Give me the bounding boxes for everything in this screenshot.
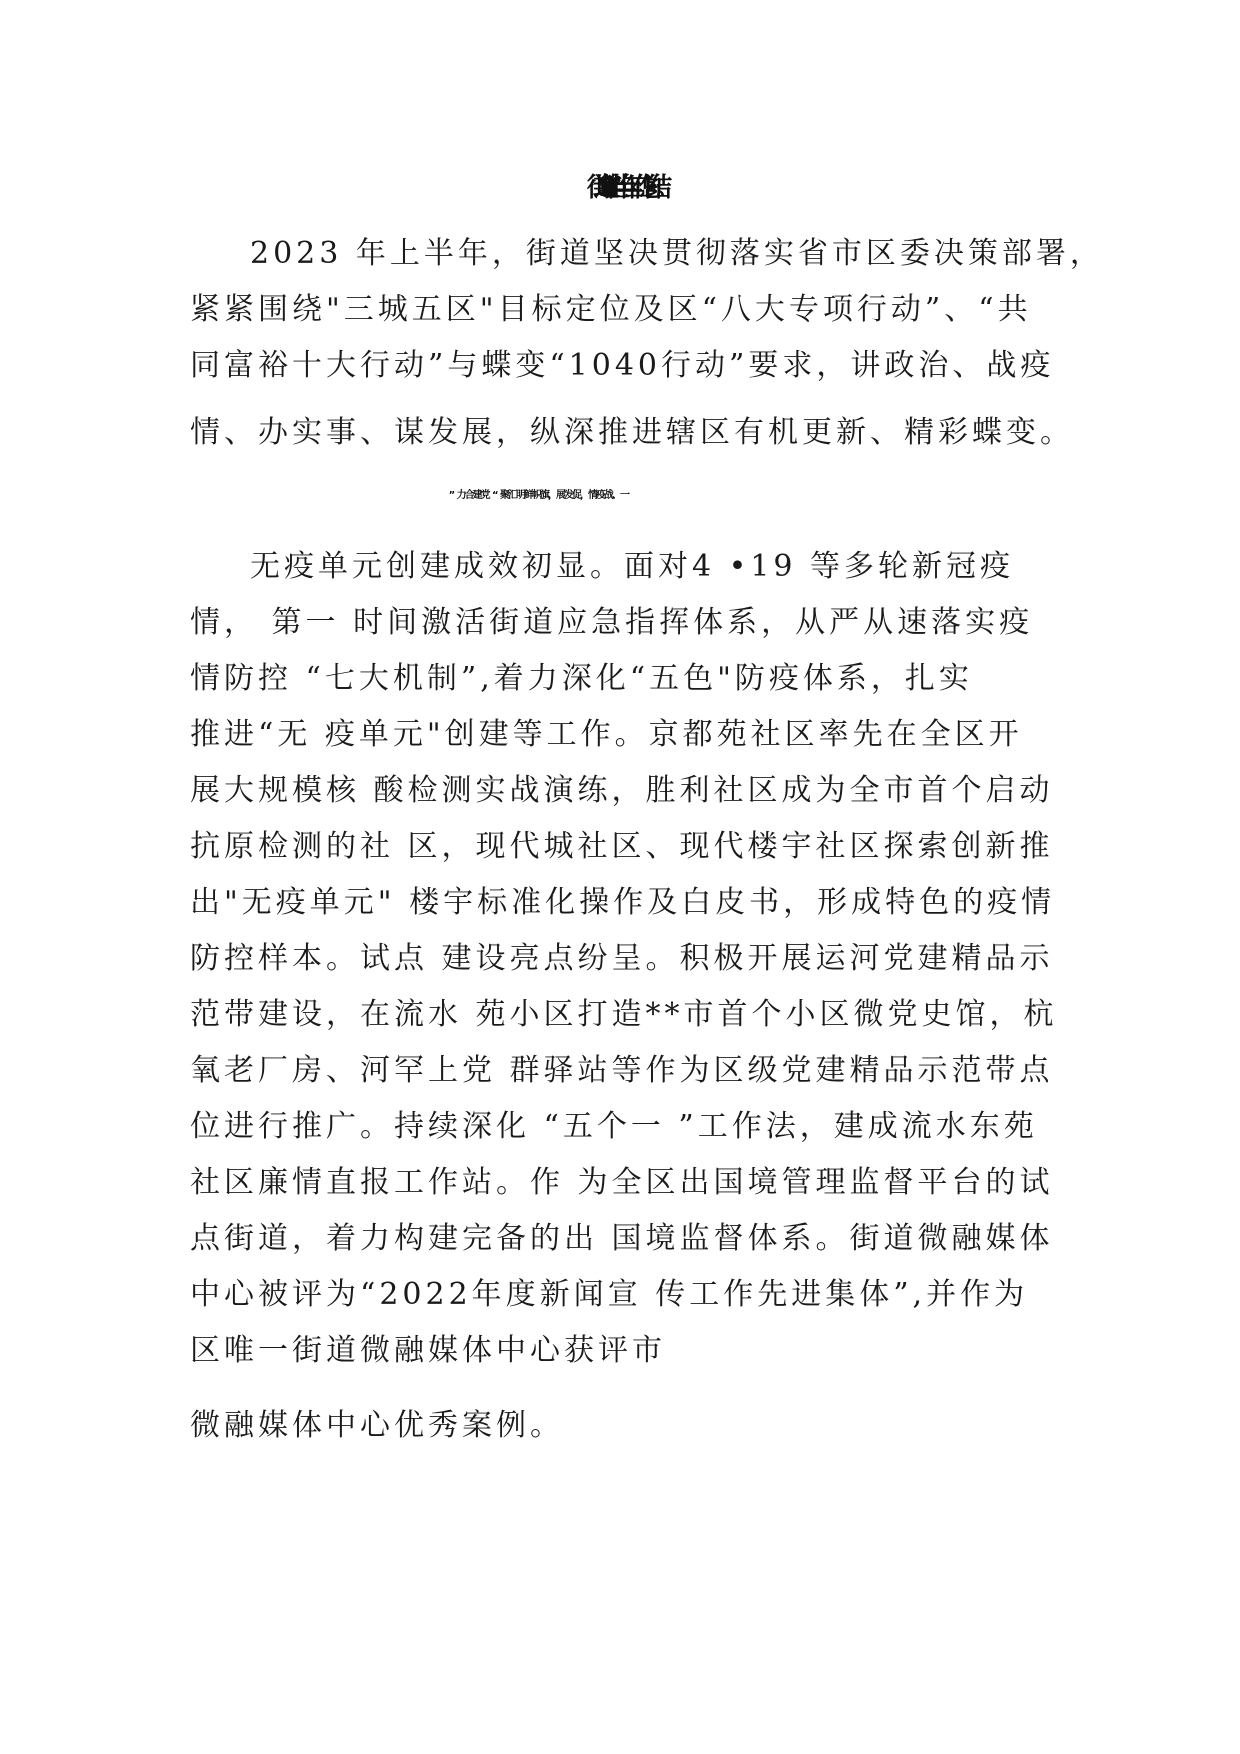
body-line: 防控样本。试点 建设亮点纷呈。积极开展运河党建精品示 [190,941,1054,976]
body-line: 推进“无 疫单元"创建等工作。京都苑社区率先在全区开 [190,717,1023,752]
body-line: 中心被评为“2022年度新闻宣 传工作先进集体”,并作为 [190,1277,1029,1312]
body-line: 抗原检测的社 区，现代城社区、现代楼宇社区探索创新推 [190,829,1054,864]
body-line: 情， 第一 时间激活街道应急指挥体系，从严从速落实疫 [190,605,1034,640]
body-line: 区唯一街道微融媒体中心获评市 [190,1333,666,1368]
body-line: 情防控 “七大机制”,着力深化“五色"防疫体系，扎实 [190,661,973,696]
body-line: 范带建设，在流水 苑小区打造**市首个小区微党史馆，杭 [190,997,1058,1032]
body-line: 点街道，着力构建完备的出 国境监督体系。街道微融媒体 [190,1221,1054,1256]
body-line-trailing: 微融媒体中心优秀案例。 [190,1408,564,1443]
intro-line: 同富裕十大行动”与蝶变“1040行动”要求，讲政治、战疫 [190,348,1055,383]
intro-line: 2023 年上半年，街道坚决贯彻落实省市区委决策部署， [250,236,1104,271]
document-title: 街道2023年上半年工作总结 [586,173,654,203]
body-line: 氧老厂房、河罕上党 群驿站等作为区级党建精品示范带点 [190,1053,1054,1088]
body-line: 位进行推广。持续深化 “五个一 ”工作法，建成流水东苑 [190,1109,1038,1144]
body-line: 展大规模核 酸检测实战演练，胜利社区成为全市首个启动 [190,773,1054,808]
intro-line: 紧紧围绕"三城五区"目标定位及区“八大专项行动”、“共 [190,292,1032,327]
body-line: 社区廉情直报工作站。作 为全区出国境管理监督平台的试 [190,1165,1054,1200]
body-line: 出"无疫单元" 楼宇标准化操作及白皮书，形成特色的疫情 [190,885,1056,920]
intro-line: 情、办实事、谋发展，纵深推进辖区有机更新、精彩蝶变。 [190,415,1074,450]
section-heading [0,476,1240,516]
body-line: 无疫单元创建成效初显。面对4 •19 等多轮新冠疫 [250,549,1015,584]
